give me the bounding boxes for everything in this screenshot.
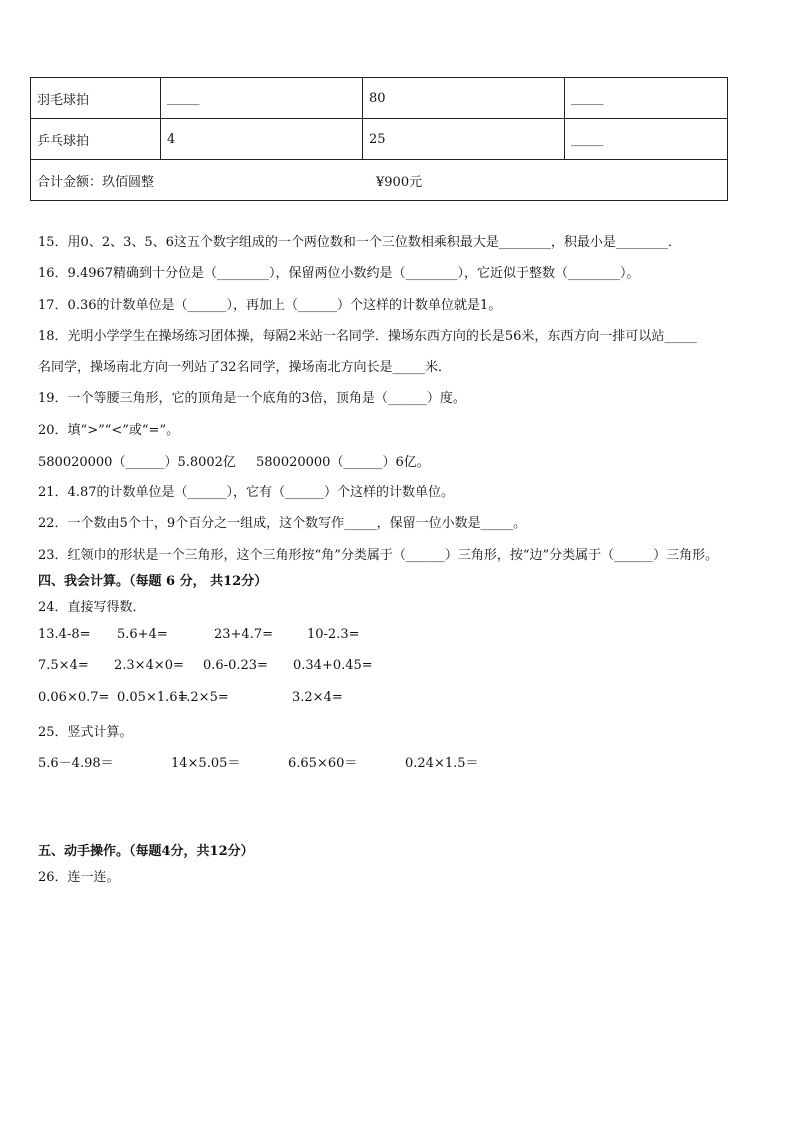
question-15: 15．用0、2、3、5、6这五个数字组成的一个两位数和一个三位数相乘积最大是________，积最小是________． [38,235,681,250]
total-row [31,160,728,201]
vertical-calc-item: 14×5.05＝ [171,756,241,771]
vertical-calc-item: 5.6－4.98＝ [38,756,114,771]
calc-item: 23+4.7= [214,627,274,642]
question-17: 17．0.36的计数单位是（______），再加上（______）个这样的计数单位就是1。 [38,298,502,313]
price-cell: 25 [363,119,565,160]
table-row [31,78,728,119]
question-25: 25．竖式计算。 [38,725,133,740]
question-18-line2: 名同学，操场南北方向一列站了32名同学，操场南北方向长是_____米． [38,360,452,375]
calc-item: 13.4-8= [38,627,91,642]
question-21: 21．4.87的计数单位是（______），它有（______）个这样的计数单位。 [38,485,454,500]
table-row [31,119,728,160]
vertical-calc-item: 0.24×1.5＝ [405,756,479,771]
section-4-heading: 四、我会计算。（每题 6 分， 共12分） [38,574,268,589]
item-name: 乒乓球拍 [31,119,161,160]
section-5-heading: 五、动手操作。（每题4分，共12分） [38,844,254,859]
blank-cell: _____ [565,78,728,119]
question-19: 19．一个等腰三角形，它的顶角是一个底角的3倍，顶角是（______）度。 [38,391,466,406]
question-18-line1: 18．光明小学学生在操场练习团体操，每隔2米站一名同学．操场东西方向的长是56米，东西方向一排可以站_____ [38,329,697,344]
calc-item: 0.34+0.45= [293,658,373,673]
total-label: 合计金额：玖佰圆整 [37,174,155,190]
question-23: 23．红领巾的形状是一个三角形，这个三角形按“角”分类属于（______）三角形，按“边”分类属于（______）三角形。 [38,548,719,563]
calc-item: 10-2.3= [307,627,360,642]
question-16: 16．9.4967精确到十分位是（________），保留两位小数约是（________），它近似于整数（________）。 [38,266,640,281]
question-22: 22．一个数由5个十，9个百分之一组成，这个数写作_____，保留一位小数是_____。 [38,516,527,531]
calc-item: 0.6-0.23= [203,658,268,673]
calc-item: 0.05×1.6= [117,690,189,705]
question-24: 24．直接写得数． [38,600,146,615]
calc-item: 5.6+4= [117,627,168,642]
calc-item: 1.2×5= [178,690,229,705]
question-20-compare-b: 580020000（______）6亿。 [256,455,430,470]
blank-cell: _____ [161,78,363,119]
blank-cell: _____ [565,119,728,160]
calc-item: 7.5×4= [38,658,89,673]
question-26: 26．连一连。 [38,870,120,885]
calc-item: 2.3×4×0= [114,658,184,673]
vertical-calc-item: 6.65×60＝ [288,756,358,771]
price-cell: 80 [363,78,565,119]
calc-item: 3.2×4= [292,690,343,705]
total-value: ¥900元 [376,174,423,190]
item-name: 羽毛球拍 [31,78,161,119]
question-20-compare-a: 580020000（______）5.8002亿 [38,455,236,470]
question-20: 20．填“>”“<”或“=”。 [38,423,180,438]
total-cell [31,160,728,201]
quantity-cell: 4 [161,119,363,160]
calc-item: 0.06×0.7= [38,690,110,705]
price-table [30,77,728,201]
